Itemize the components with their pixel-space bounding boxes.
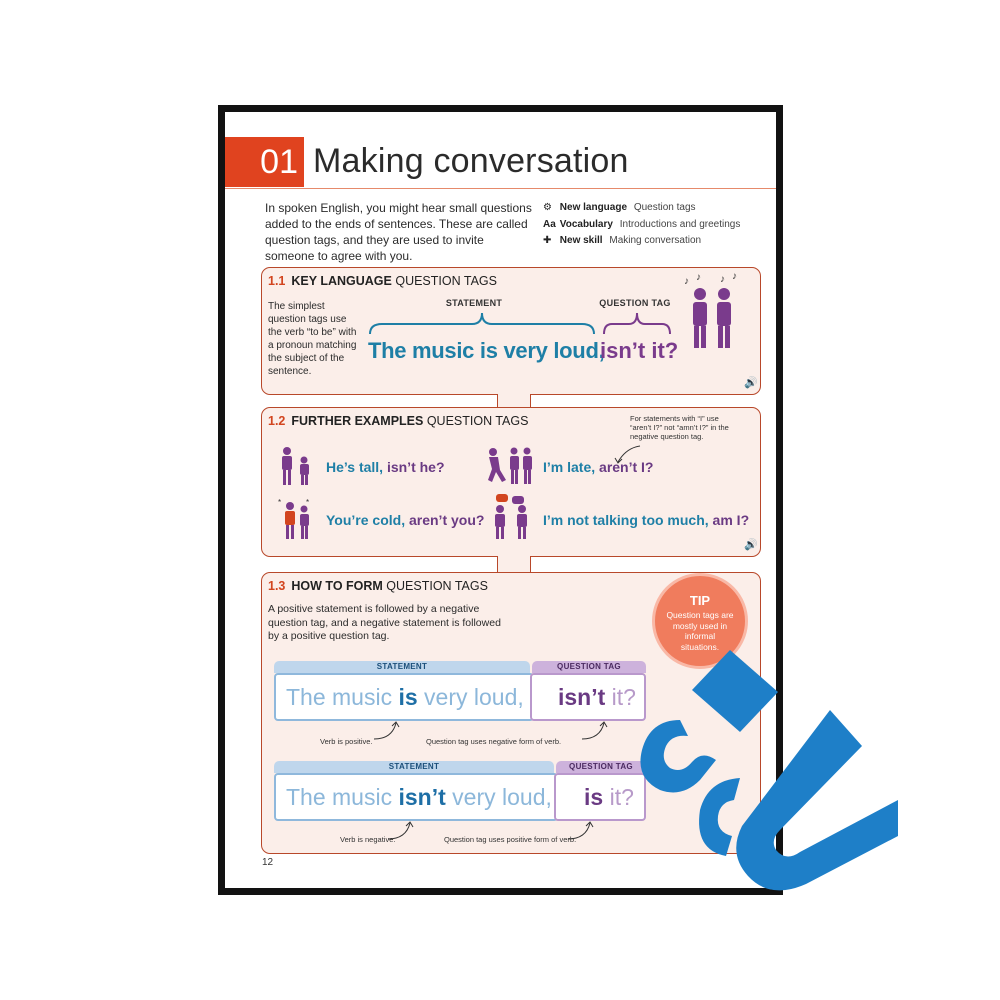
statement-sentence: The music isn’t very loud, (286, 784, 552, 810)
svg-text:*: * (306, 498, 310, 507)
talking-people-icon (490, 494, 534, 540)
verb-arrow (372, 719, 402, 743)
verb-arrow (386, 819, 416, 843)
puzzle-icon: ✚ (543, 235, 552, 246)
question-tag-sentence: isn’t it? (558, 684, 636, 710)
further-examples-panel (261, 407, 761, 557)
statement-sentence: The music is very loud, (286, 684, 524, 710)
aa-icon: Aa (543, 218, 556, 230)
audio-speaker-icon[interactable]: 🔊 (744, 539, 758, 551)
tag-caption: QUESTION TAG (599, 298, 671, 308)
title-divider (225, 188, 776, 189)
chapter-number: 01 (225, 137, 304, 187)
cold-people-icon (278, 496, 314, 540)
section-heading: 1.1 KEY LANGUAGE QUESTION TAGS (268, 274, 497, 288)
svg-text:♪: ♪ (696, 272, 701, 283)
meta-new-skill: ✚ New skill Making conversation (543, 233, 773, 250)
statement-caption: STATEMENT (445, 298, 503, 308)
example-statement: The music is very loud, (368, 338, 605, 363)
lesson-meta (543, 200, 773, 250)
verb-note: Verb is positive. (320, 737, 373, 746)
tag-note: Question tag uses positive form of verb. (444, 835, 577, 844)
svg-text:♪: ♪ (720, 274, 725, 285)
section-heading: 1.3 HOW TO FORM QUESTION TAGS (268, 579, 488, 593)
example-im-late: I’m late, aren’t I? (543, 459, 654, 475)
svg-text:♪: ♪ (732, 272, 737, 282)
question-tag-header: QUESTION TAG (532, 661, 646, 673)
tag-note: Question tag uses negative form of verb. (426, 737, 562, 746)
example-youre-cold: You’re cold, aren’t you? (326, 512, 485, 528)
tag-brace (602, 310, 672, 336)
statement-header: STATEMENT (274, 761, 554, 773)
example-question-tag: isn’t it? (600, 338, 679, 363)
intro-paragraph: In spoken English, you might hear small questions added to the ends of sentences. These are called question tags, and they are used to invite someone to agree with you. (265, 201, 532, 263)
tag-arrow (580, 719, 610, 743)
meta-new-language: ⚙ New language Question tags (543, 200, 773, 217)
meta-vocabulary: Aa Vocabulary Introductions and greetings (543, 217, 773, 234)
svg-text:♪: ♪ (684, 276, 689, 287)
grammar-note: For statements with “I” use “aren’t I?” not “amn’t I?” in the negative question tag. (630, 414, 729, 441)
statement-header: STATEMENT (274, 661, 530, 673)
audio-speaker-icon[interactable]: 🔊 (744, 377, 758, 389)
question-tag-sentence: is it? (584, 784, 634, 810)
key-language-panel (261, 267, 761, 395)
verb-note: Verb is negative. (340, 835, 396, 844)
brand-logo (630, 650, 900, 895)
example-im-not-talking: I’m not talking too much, am I? (543, 512, 750, 528)
tip-badge: TIP Question tags are mostly used in informal situations. (652, 573, 748, 669)
people-music-icon (680, 272, 750, 350)
svg-text:*: * (278, 498, 282, 507)
tall-person-icon (278, 446, 314, 486)
page-title: Making conversation (313, 142, 629, 180)
late-person-icon (484, 446, 534, 486)
section-heading: 1.2 FURTHER EXAMPLES QUESTION TAGS (268, 414, 529, 428)
rule-text: A positive statement is followed by a negative question tag, and a negative statement is followed by a positive question tag. (268, 603, 501, 642)
gear-icon: ⚙ (543, 202, 552, 213)
tag-arrow (566, 819, 596, 843)
explanation-text: The simplest question tags use the verb “to be” with a pronoun matching the subject of the sentence. (268, 301, 357, 377)
page-number: 12 (262, 857, 274, 868)
example-hes-tall: He’s tall, isn’t he? (326, 459, 445, 475)
statement-brace (368, 310, 596, 336)
question-tag-header: QUESTION TAG (556, 761, 646, 773)
